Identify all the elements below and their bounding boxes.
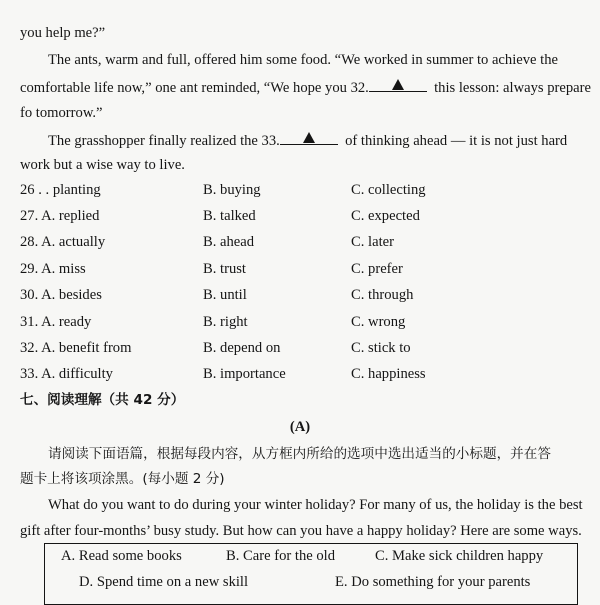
option-b: B. buying bbox=[203, 182, 261, 198]
option-row bbox=[20, 339, 600, 357]
passage-line-2: The ants, warm and full, offered him some food. “We worked in summer to achieve the bbox=[48, 52, 558, 68]
part-label: (A) bbox=[289, 419, 311, 435]
box-option-e: E. Do something for your parents bbox=[335, 574, 531, 590]
box-option-b: B. Care for the old bbox=[226, 548, 336, 564]
reading-line-1: What do you want to do during your winter holiday? For many of us, the holiday is the best bbox=[48, 497, 583, 513]
option-a: 29. A. miss bbox=[20, 261, 86, 277]
option-row bbox=[20, 313, 600, 331]
section-heading: 七、阅读理解（共 42 分） bbox=[20, 392, 185, 408]
option-b: B. trust bbox=[203, 261, 246, 277]
triangle-icon bbox=[392, 79, 404, 90]
option-b: B. talked bbox=[203, 208, 256, 224]
option-b: B. ahead bbox=[203, 234, 255, 250]
heading-options-box bbox=[44, 543, 578, 605]
box-option-c: C. Make sick children happy bbox=[375, 548, 544, 564]
box-option-a: A. Read some books bbox=[61, 548, 182, 564]
option-row bbox=[20, 365, 600, 383]
option-c: C. through bbox=[351, 287, 414, 303]
option-b: B. right bbox=[203, 314, 248, 330]
option-c: C. stick to bbox=[351, 340, 411, 356]
option-row bbox=[20, 286, 600, 304]
option-b: B. until bbox=[203, 287, 247, 303]
passage-line-3 bbox=[20, 77, 591, 97]
triangle-icon bbox=[303, 132, 315, 143]
option-row bbox=[20, 207, 600, 225]
option-c: C. expected bbox=[351, 208, 420, 224]
passage-line-5-before: The grasshopper finally realized the 33. bbox=[48, 133, 280, 149]
option-a: 28. A. actually bbox=[20, 234, 106, 250]
passage-line-5-after: of thinking ahead — it is not just hard bbox=[345, 133, 568, 149]
option-a: 32. A. benefit from bbox=[20, 340, 132, 356]
option-c: C. prefer bbox=[351, 261, 403, 277]
instruction-line-2: 题卡上将该项涂黑。(每小题 2 分) bbox=[20, 471, 225, 487]
answer-blank-33 bbox=[280, 130, 338, 145]
option-row bbox=[20, 260, 600, 278]
reading-line-2: gift after four-months’ busy study. But how can you have a happy holiday? Here are some ways. bbox=[20, 523, 582, 539]
passage-line-3-after: this lesson: always prepare bbox=[434, 80, 591, 96]
instruction-line-1: 请阅读下面语篇，根据每段内容，从方框内所给的选项中选出适当的小标题，并在答 bbox=[48, 446, 551, 462]
option-c: C. happiness bbox=[351, 366, 426, 382]
option-a: 26 . . planting bbox=[20, 182, 101, 198]
option-b: B. depend on bbox=[203, 340, 281, 356]
option-a: 31. A. ready bbox=[20, 314, 92, 330]
passage-line-4: fo tomorrow.” bbox=[20, 105, 103, 121]
option-a: 33. A. difficulty bbox=[20, 366, 113, 382]
option-c: C. later bbox=[351, 234, 394, 250]
option-a: 27. A. replied bbox=[20, 208, 100, 224]
option-c: C. wrong bbox=[351, 314, 406, 330]
answer-blank-32 bbox=[369, 77, 427, 92]
option-a: 30. A. besides bbox=[20, 287, 102, 303]
passage-line-5 bbox=[48, 130, 567, 150]
passage-line-1: you help me?” bbox=[20, 25, 106, 41]
passage-line-3-before: comfortable life now,” one ant reminded, “We hope you 32. bbox=[20, 80, 369, 96]
box-option-d: D. Spend time on a new skill bbox=[79, 574, 249, 590]
option-b: B. importance bbox=[203, 366, 286, 382]
passage-line-6: work but a wise way to live. bbox=[20, 157, 185, 173]
option-row bbox=[20, 181, 600, 199]
option-c: C. collecting bbox=[351, 182, 426, 198]
option-row bbox=[20, 233, 600, 251]
